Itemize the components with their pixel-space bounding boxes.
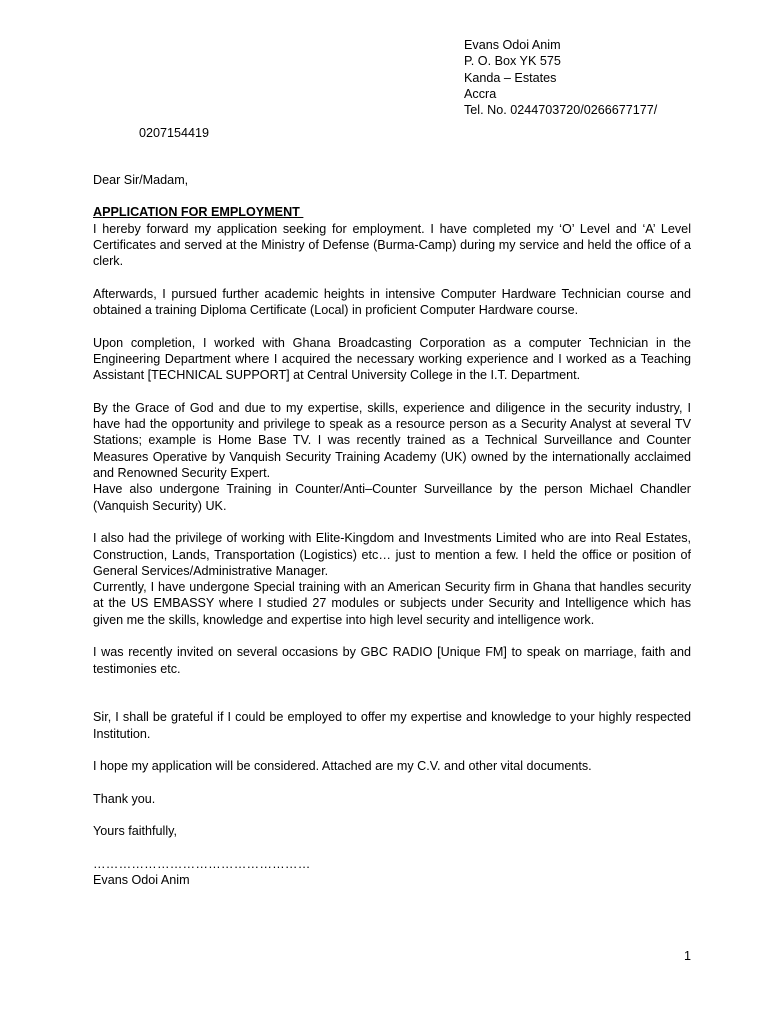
sender-address bbox=[464, 37, 754, 118]
sender-po-box: P. O. Box YK 575 bbox=[464, 54, 561, 69]
paragraph-elite-kingdom: I also had the privilege of working with Elite-Kingdom and Investments Limited who are into Real Estates, Construction, Lands, Transportation (Logistics) etc… just to mention a few. I held the office or position of General Services/Administrative Manager. bbox=[93, 531, 691, 578]
subject-heading: APPLICATION FOR EMPLOYMENT bbox=[93, 205, 304, 220]
closing-line: Yours faithfully, bbox=[93, 824, 178, 839]
signature-name: Evans Odoi Anim bbox=[93, 873, 190, 888]
paragraph-education: Afterwards, I pursued further academic heights in intensive Computer Hardware Technician course and obtained a training Diploma Certificate (Local) in proficient Computer Hardware course. bbox=[93, 286, 691, 318]
sender-telephone-continued: 0207154419 bbox=[139, 126, 210, 140]
page-number: 1 bbox=[684, 949, 692, 963]
paragraph-radio-invitation: I was recently invited on several occasions by GBC RADIO [Unique FM] to speak on marriage, faith and testimonies etc. bbox=[93, 645, 691, 676]
paragraph-counter-surveillance: Have also undergone Training in Counter/Anti–Counter Surveillance by the person Michael Chandler (Vanquish Security) UK. bbox=[93, 482, 691, 513]
paragraph-us-embassy-training: Currently, I have undergone Special training with an American Security firm in Ghana that handles security at the US EMBASSY where I studied 27 modules or subjects under Security and Intelligence which has given me the skills, knowledge and expertise into high level security and intelligence work. bbox=[93, 580, 691, 627]
sender-telephone: Tel. No. 0244703720/0266677177/ bbox=[464, 103, 658, 118]
signature-line: …………………………………………… bbox=[93, 856, 311, 871]
sender-name: Evans Odoi Anim bbox=[464, 38, 561, 52]
sender-city: Accra bbox=[464, 86, 497, 101]
paragraph-gbc-experience: Upon completion, I worked with Ghana Broadcasting Corporation as a computer Technician in the Engineering Department where I acquired the necessary working experience and I worked as a Teaching Assistant [TECHNICAL SUPPORT] at Central University College in the I.T. Department. bbox=[93, 335, 691, 383]
paragraph-attachments: I hope my application will be considered. Attached are my C.V. and other vital documents. bbox=[93, 759, 592, 774]
paragraph-security-expertise: By the Grace of God and due to my expertise, skills, experience and diligence in the security industry, I have had the opportunity and privilege to speak as a resource person as a Security Analyst at several TV Stations; example is Home Base TV. I was recently trained as a Technical Surveillance and Counter Measures Operative by Vanquish Security Training Academy (UK) owned by the internationally acclaimed and Renowned Security Expert. bbox=[93, 400, 691, 481]
letter-body bbox=[93, 172, 691, 888]
paragraph-request: Sir, I shall be grateful if I could be employed to offer my expertise and knowledge to your highly respected Institution. bbox=[93, 710, 691, 741]
sender-area: Kanda – Estates bbox=[464, 70, 557, 85]
paragraph-introduction: I hereby forward my application seeking for employment. I have completed my ‘O’ Level and ‘A’ Level Certificates and served at the Ministry of Defense (Burma-Camp) during my service and held the office of a clerk. bbox=[93, 221, 691, 269]
thanks-line: Thank you. bbox=[93, 791, 156, 806]
salutation: Dear Sir/Madam, bbox=[93, 173, 189, 187]
blank-line bbox=[93, 693, 691, 709]
